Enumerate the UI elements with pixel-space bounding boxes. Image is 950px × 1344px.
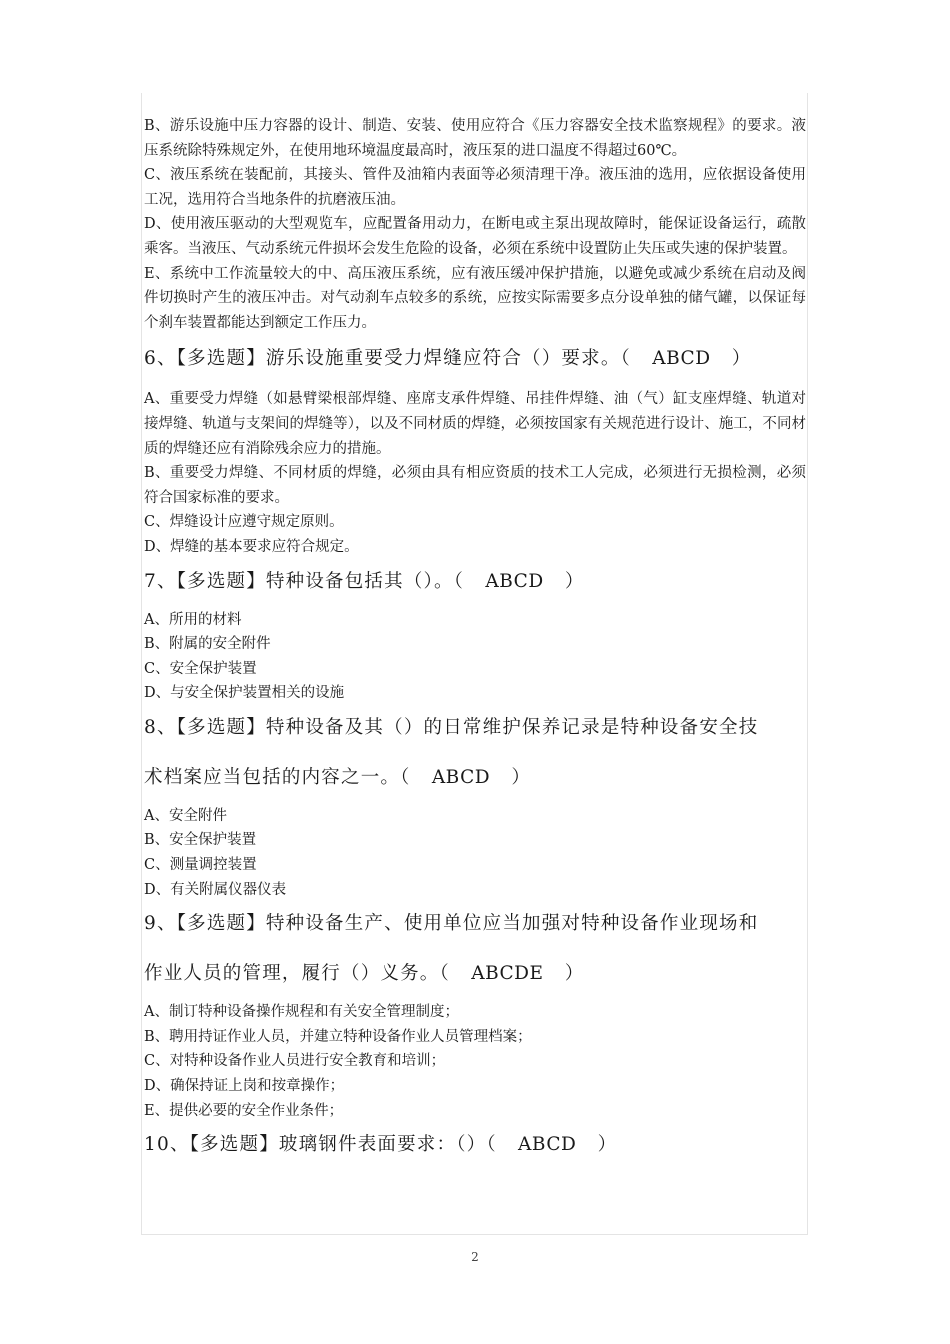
question-7-option-a: A、所用的材料 (144, 611, 242, 628)
question-9-option-c: C、对特种设备作业人员进行安全教育和培训； (144, 1053, 446, 1070)
question-8-answer: ABCD (431, 766, 491, 788)
question-9-option-d: D、确保持证上岗和按章操作； (144, 1078, 345, 1095)
page-number: 2 (471, 1250, 479, 1264)
question-6-title: 6、【多选题】游乐设施重要受力焊缝应符合（）要求。（ ABCD ） (144, 348, 752, 370)
question-8-option-a: A、安全附件 (144, 807, 227, 824)
question-6-option-c: C、焊缝设计应遵守规定原则。 (144, 514, 344, 531)
question-9-answer: ABCDE (471, 963, 544, 985)
option-d: D、使用液压驱动的大型观览车，应配置备用动力，在断电或主泵出现故障时，能保证设备运行，疏散乘客。当液压、气动系统元件损坏会发生危险的设备，必须在系统中设置防止失压或失速的保护装置。 (144, 216, 806, 257)
question-8-title-line2: 术档案应当包括的内容之一。（ ABCD ） (144, 766, 532, 788)
question-7-option-c: C、安全保护装置 (144, 660, 257, 677)
document-body (144, 114, 806, 1167)
question-10-answer: ABCD (518, 1134, 577, 1156)
question-7-option-d: D、与安全保护装置相关的设施 (144, 685, 345, 702)
question-8-option-b: B、安全保护装置 (144, 832, 257, 849)
option-b: B、游乐设施中压力容器的设计、制造、安装、使用应符合《压力容器安全技术监察规程》的要求。液压系统除特殊规定外，在使用地环境温度最高时，液压泵的进口温度不得超过60℃。 (144, 118, 806, 159)
continuation-options (144, 114, 806, 335)
question-8 (144, 706, 806, 902)
question-9-option-b: B、聘用持证作业人员，并建立特种设备作业人员管理档案； (144, 1028, 532, 1045)
question-8-option-d: D、有关附属仪器仪表 (144, 881, 287, 898)
option-e: E、系统中工作流量较大的中、高压液压系统，应有液压缓冲保护措施，以避免或减少系统在启动及阀件切换时产生的液压冲击。对气动刹车点较多的系统，应按实际需要多点分设单独的储气罐，以保证每个刹车装置都能达到额定工作压力。 (144, 265, 806, 331)
question-10-title: 10、【多选题】玻璃钢件表面要求：（）（ ABCD ） (144, 1134, 618, 1156)
question-6-option-d: D、焊缝的基本要求应符合规定。 (144, 538, 359, 555)
question-7-title: 7、【多选题】特种设备包括其（）。（ ABCD ） (144, 570, 585, 592)
question-9-title-line1: 9、【多选题】特种设备生产、使用单位应当加强对特种设备作业现场和 (144, 913, 759, 935)
question-8-option-c: C、测量调控装置 (144, 857, 257, 874)
question-7-option-b: B、附属的安全附件 (144, 636, 271, 653)
question-6-answer: ABCD (652, 348, 711, 370)
question-10 (144, 1123, 806, 1167)
question-9 (144, 902, 806, 1123)
question-9-title-line2: 作业人员的管理，履行（）义务。（ ABCDE ） (144, 963, 585, 985)
question-7 (144, 560, 806, 706)
question-8-title-line1: 8、【多选题】特种设备及其（）的日常维护保养记录是特种设备安全技 (144, 716, 759, 738)
question-9-option-e: E、提供必要的安全作业条件； (144, 1102, 344, 1119)
question-9-option-a: A、制订特种设备操作规程和有关安全管理制度； (144, 1004, 459, 1021)
question-6-option-b: B、重要受力焊缝、不同材质的焊缝，必须由具有相应资质的技术工人完成，必须进行无损检测，必须符合国家标准的要求。 (144, 465, 806, 506)
question-7-answer: ABCD (485, 570, 544, 592)
question-6-option-a: A、重要受力焊缝（如悬臂梁根部焊缝、座席支承件焊缝、吊挂件焊缝、油（气）缸支座焊缝、轨道对接焊缝、轨道与支架间的焊缝等），以及不同材质的焊缝，必须按国家有关规范进行设计、施工，不同材质的焊缝还应有消除残余应力的措施。 (144, 391, 806, 457)
option-c: C、液压系统在装配前，其接头、管件及油箱内表面等必须清理干净。液压油的选用，应依据设备使用工况，选用符合当地条件的抗磨液压油。 (144, 167, 806, 208)
question-6 (144, 337, 806, 559)
